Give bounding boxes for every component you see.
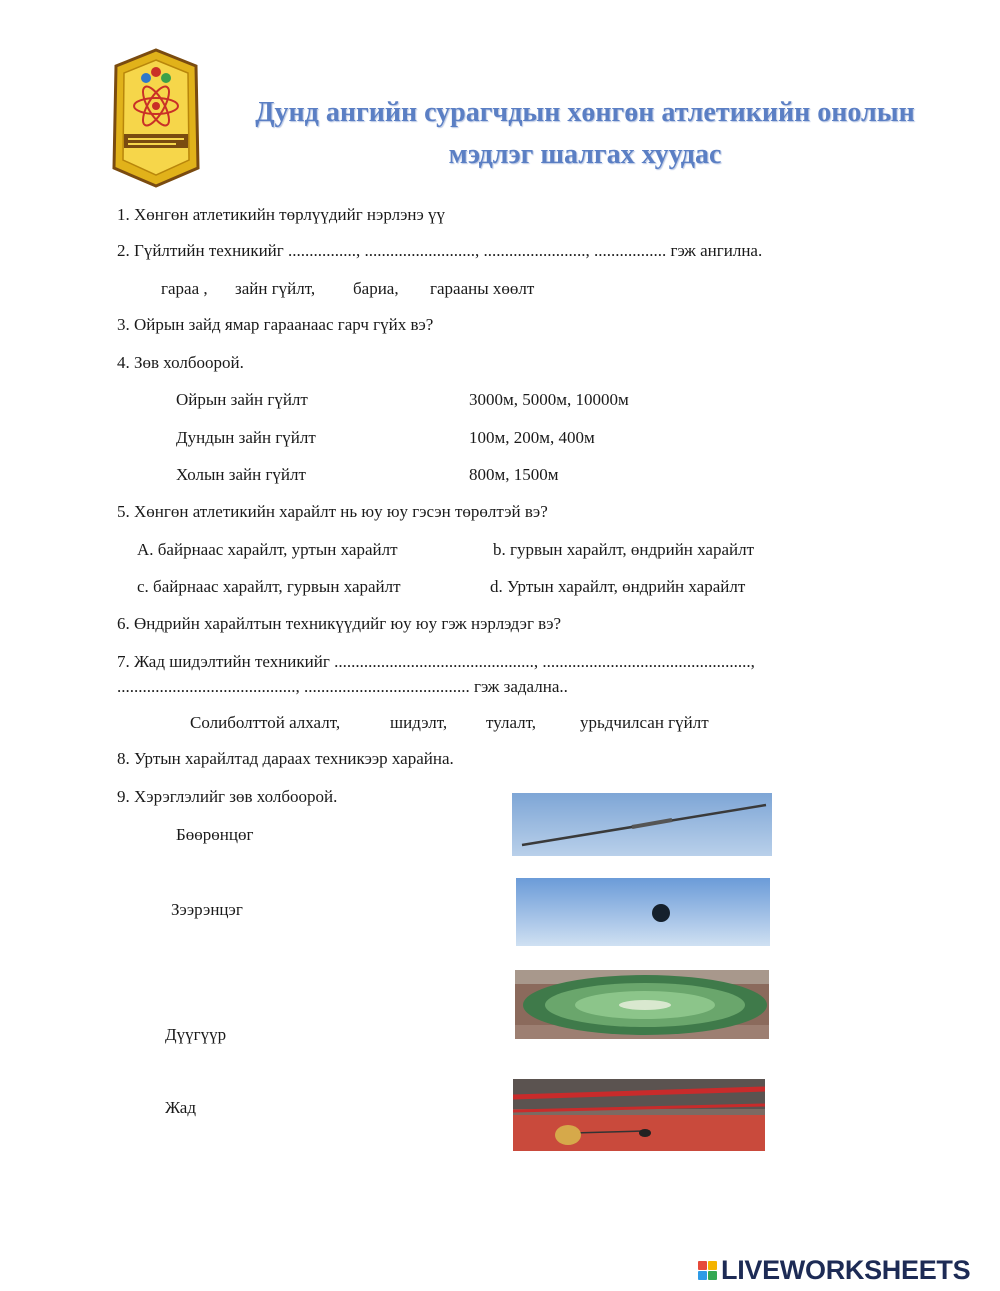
q2-option-4: гарааны хөөлт: [430, 279, 535, 298]
question-1: 1. Хөнгөн атлетикийн төрлүүдийг нэрлэнэ үү: [117, 205, 446, 224]
q7-option-2: шидэлт,: [390, 713, 448, 732]
q4-right-1: 3000м, 5000м, 10000м: [469, 390, 629, 409]
q4-left-2: Дундын зайн гүйлт: [176, 428, 316, 447]
q2-option-1: гараа ,: [161, 279, 208, 298]
brand-block-blue: [698, 1271, 707, 1280]
javelin-photo: [512, 793, 772, 856]
worksheet-title-line-1: Дунд ангийн сурагчдын хөнгөн атлетикийн онолын: [255, 97, 915, 128]
q5-option-d: d. Уртын харайлт, өндрийн харайлт: [490, 577, 746, 596]
question-8: 8. Уртын харайлтад дараах техникээр харайна.: [117, 749, 454, 768]
q2-option-3: бариа,: [353, 279, 399, 298]
q4-left-3: Холын зайн гүйлт: [176, 465, 306, 484]
question-6: 6. Өндрийн харайлтын техникүүдийг юу юу гэж нэрлэдэг вэ?: [117, 614, 562, 633]
q2-option-2: зайн гүйлт,: [235, 279, 316, 298]
q9-item-3: Дүүгүүр: [165, 1025, 227, 1044]
brand-block-yellow: [708, 1261, 717, 1270]
question-3: 3. Ойрын зайд ямар гараанаас гарч гүйх вэ?: [117, 315, 434, 334]
brand-block-red: [698, 1261, 707, 1270]
brand-name: LIVEWORKSHEETS: [721, 1254, 971, 1285]
question-9: 9. Хэрэглэлийг зөв холбоорой.: [117, 787, 338, 806]
brand-logo-icon: [698, 1261, 717, 1280]
question-7-line-2: .........................................., ....................................... гэж задална..: [117, 677, 568, 696]
q4-right-2: 100м, 200м, 400м: [469, 428, 595, 447]
question-4: 4. Зөв холбоорой.: [117, 353, 244, 372]
q5-option-c: c. байрнаас харайлт, гурвын харайлт: [137, 577, 401, 596]
discus-photo: [515, 970, 769, 1039]
question-5: 5. Хөнгөн атлетикийн харайлт нь юу юу гэсэн төрөлтэй вэ?: [117, 502, 548, 521]
school-emblem-logo: [110, 48, 202, 188]
q7-option-3: тулалт,: [486, 713, 537, 732]
worksheet-title-line-2: мэдлэг шалгах хуудас: [448, 139, 722, 170]
q9-item-2: Зээрэнцэг: [171, 900, 243, 919]
hammer-throw-photo: [513, 1079, 765, 1151]
q7-option-4: урьдчилсан гүйлт: [580, 713, 709, 732]
liveworksheets-brand: [698, 1255, 970, 1285]
q7-option-1: Солиболттой алхалт,: [190, 713, 341, 732]
shot-put-photo: [516, 878, 770, 946]
q4-right-3: 800м, 1500м: [469, 465, 559, 484]
q5-option-a: А. байрнаас харайлт, уртын харайлт: [137, 540, 398, 559]
q4-left-1: Ойрын зайн гүйлт: [176, 390, 308, 409]
question-7-line-1: 7. Жад шидэлтийн техникийг ..............................................., .................................................,: [117, 652, 755, 671]
q5-option-b: b. гурвын харайлт, өндрийн харайлт: [493, 540, 755, 559]
question-2: 2. Гүйлтийн техникийг ................, .........................., ........................, ................. гэж ангилна.: [117, 241, 763, 260]
brand-block-green: [708, 1271, 717, 1280]
q9-item-4: Жад: [165, 1098, 197, 1117]
q9-item-1: Бөөрөнцөг: [176, 825, 254, 844]
